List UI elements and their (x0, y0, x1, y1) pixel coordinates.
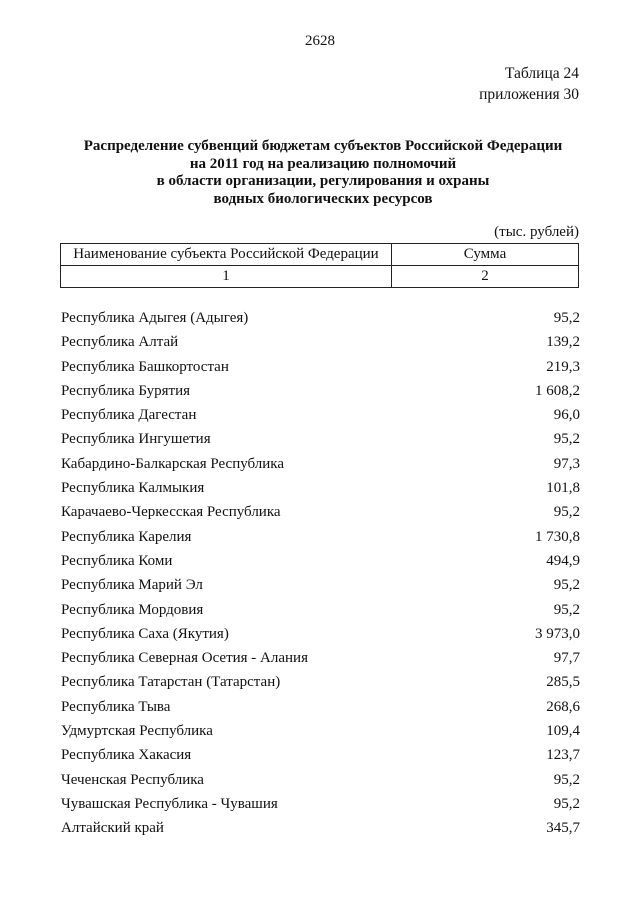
table-row (61, 719, 580, 743)
title-line: на 2011 год на реализацию полномочий (189, 155, 457, 172)
column-number-row (61, 266, 579, 288)
column-header-name: Наименование субъекта Российской Федерации (61, 244, 392, 266)
subject-name: Республика Калмыкия (61, 480, 205, 497)
subject-name: Республика Хакасия (61, 747, 192, 764)
subject-name: Карачаево-Черкесская Республика (61, 504, 281, 521)
subject-amount: 345,7 (546, 820, 580, 837)
title-line: водных биологических ресурсов (213, 190, 433, 207)
table-row (61, 452, 580, 476)
subject-name: Республика Карелия (61, 528, 192, 545)
subject-name: Чувашская Республика - Чувашия (61, 795, 278, 812)
subject-name: Чеченская Республика (61, 771, 204, 788)
subject-name: Республика Адыгея (Адыгея) (61, 310, 249, 326)
column-header-amount: Сумма (392, 244, 579, 266)
table-row (61, 549, 580, 573)
subject-name: Республика Татарстан (Татарстан) (61, 674, 281, 691)
table-row (61, 573, 580, 597)
subject-amount: 95,2 (553, 310, 580, 326)
subject-amount: 95,2 (553, 504, 580, 521)
subject-amount: 1 608,2 (535, 382, 580, 399)
title-line: Распределение субвенций бюджетам субъектов Российской Федерации (83, 138, 563, 154)
table-row (61, 379, 580, 403)
subject-amount: 3 973,0 (535, 625, 580, 642)
subject-name: Республика Саха (Якутия) (61, 625, 229, 642)
subject-amount: 285,5 (546, 674, 580, 691)
units-label: (тыс. рублей) (494, 224, 579, 240)
subject-amount: 97,7 (553, 650, 580, 667)
table-row (61, 427, 580, 451)
table-row (61, 403, 580, 427)
document-title (0, 138, 640, 208)
table-row (61, 646, 580, 670)
subject-amount: 97,3 (553, 455, 580, 472)
table-row (61, 622, 580, 646)
subject-name: Республика Коми (61, 552, 173, 569)
table-row (61, 816, 580, 840)
table-row (61, 500, 580, 524)
column-number-1: 1 (61, 266, 392, 288)
subject-name: Республика Дагестан (61, 407, 197, 424)
subject-amount: 219,3 (546, 358, 580, 375)
column-number-2: 2 (392, 266, 579, 288)
subject-amount: 95,2 (553, 601, 580, 618)
subject-name: Республика Мордовия (61, 601, 204, 618)
subject-name: Республика Марий Эл (61, 577, 203, 594)
header-row (61, 244, 579, 266)
subject-amount: 101,8 (546, 480, 580, 497)
subject-name: Республика Бурятия (61, 382, 191, 399)
table-row (61, 306, 580, 330)
table-number: Таблица 24 (504, 65, 579, 82)
table-row (61, 695, 580, 719)
table-row (61, 476, 580, 500)
appendix-reference: приложения 30 (479, 86, 579, 103)
subject-amount: 1 730,8 (535, 528, 580, 545)
subject-name: Кабардино-Балкарская Республика (61, 455, 285, 472)
subject-name: Республика Северная Осетия - Алания (61, 650, 308, 667)
subject-amount: 95,2 (553, 795, 580, 812)
table-reference (479, 63, 579, 105)
subject-name: Алтайский край (61, 820, 164, 837)
subject-amount: 95,2 (553, 771, 580, 788)
subject-amount: 123,7 (546, 747, 580, 764)
subject-amount: 95,2 (553, 577, 580, 594)
table-row (61, 525, 580, 549)
subject-name: Республика Алтай (61, 334, 179, 351)
table-row (61, 598, 580, 622)
table-row (61, 743, 580, 767)
subject-name: Удмуртская Республика (61, 723, 213, 740)
subject-amount: 268,6 (546, 698, 580, 715)
table-header (60, 243, 579, 288)
subject-amount: 139,2 (546, 334, 580, 351)
table-row (61, 670, 580, 694)
table-row (61, 792, 580, 816)
title-line: в области организации, регулирования и охраны (156, 173, 490, 189)
subject-amount: 95,2 (553, 431, 580, 448)
subject-name: Республика Башкортостан (61, 358, 229, 375)
table-row (61, 768, 580, 792)
table-row (61, 330, 580, 354)
table-body (61, 306, 580, 841)
subject-amount: 494,9 (546, 552, 580, 569)
subject-name: Республика Ингушетия (61, 431, 211, 448)
page-number: 2628 (305, 33, 335, 49)
subject-name: Республика Тыва (61, 698, 171, 715)
subject-amount: 96,0 (553, 407, 580, 424)
table-row (61, 355, 580, 379)
subject-amount: 109,4 (546, 723, 580, 740)
